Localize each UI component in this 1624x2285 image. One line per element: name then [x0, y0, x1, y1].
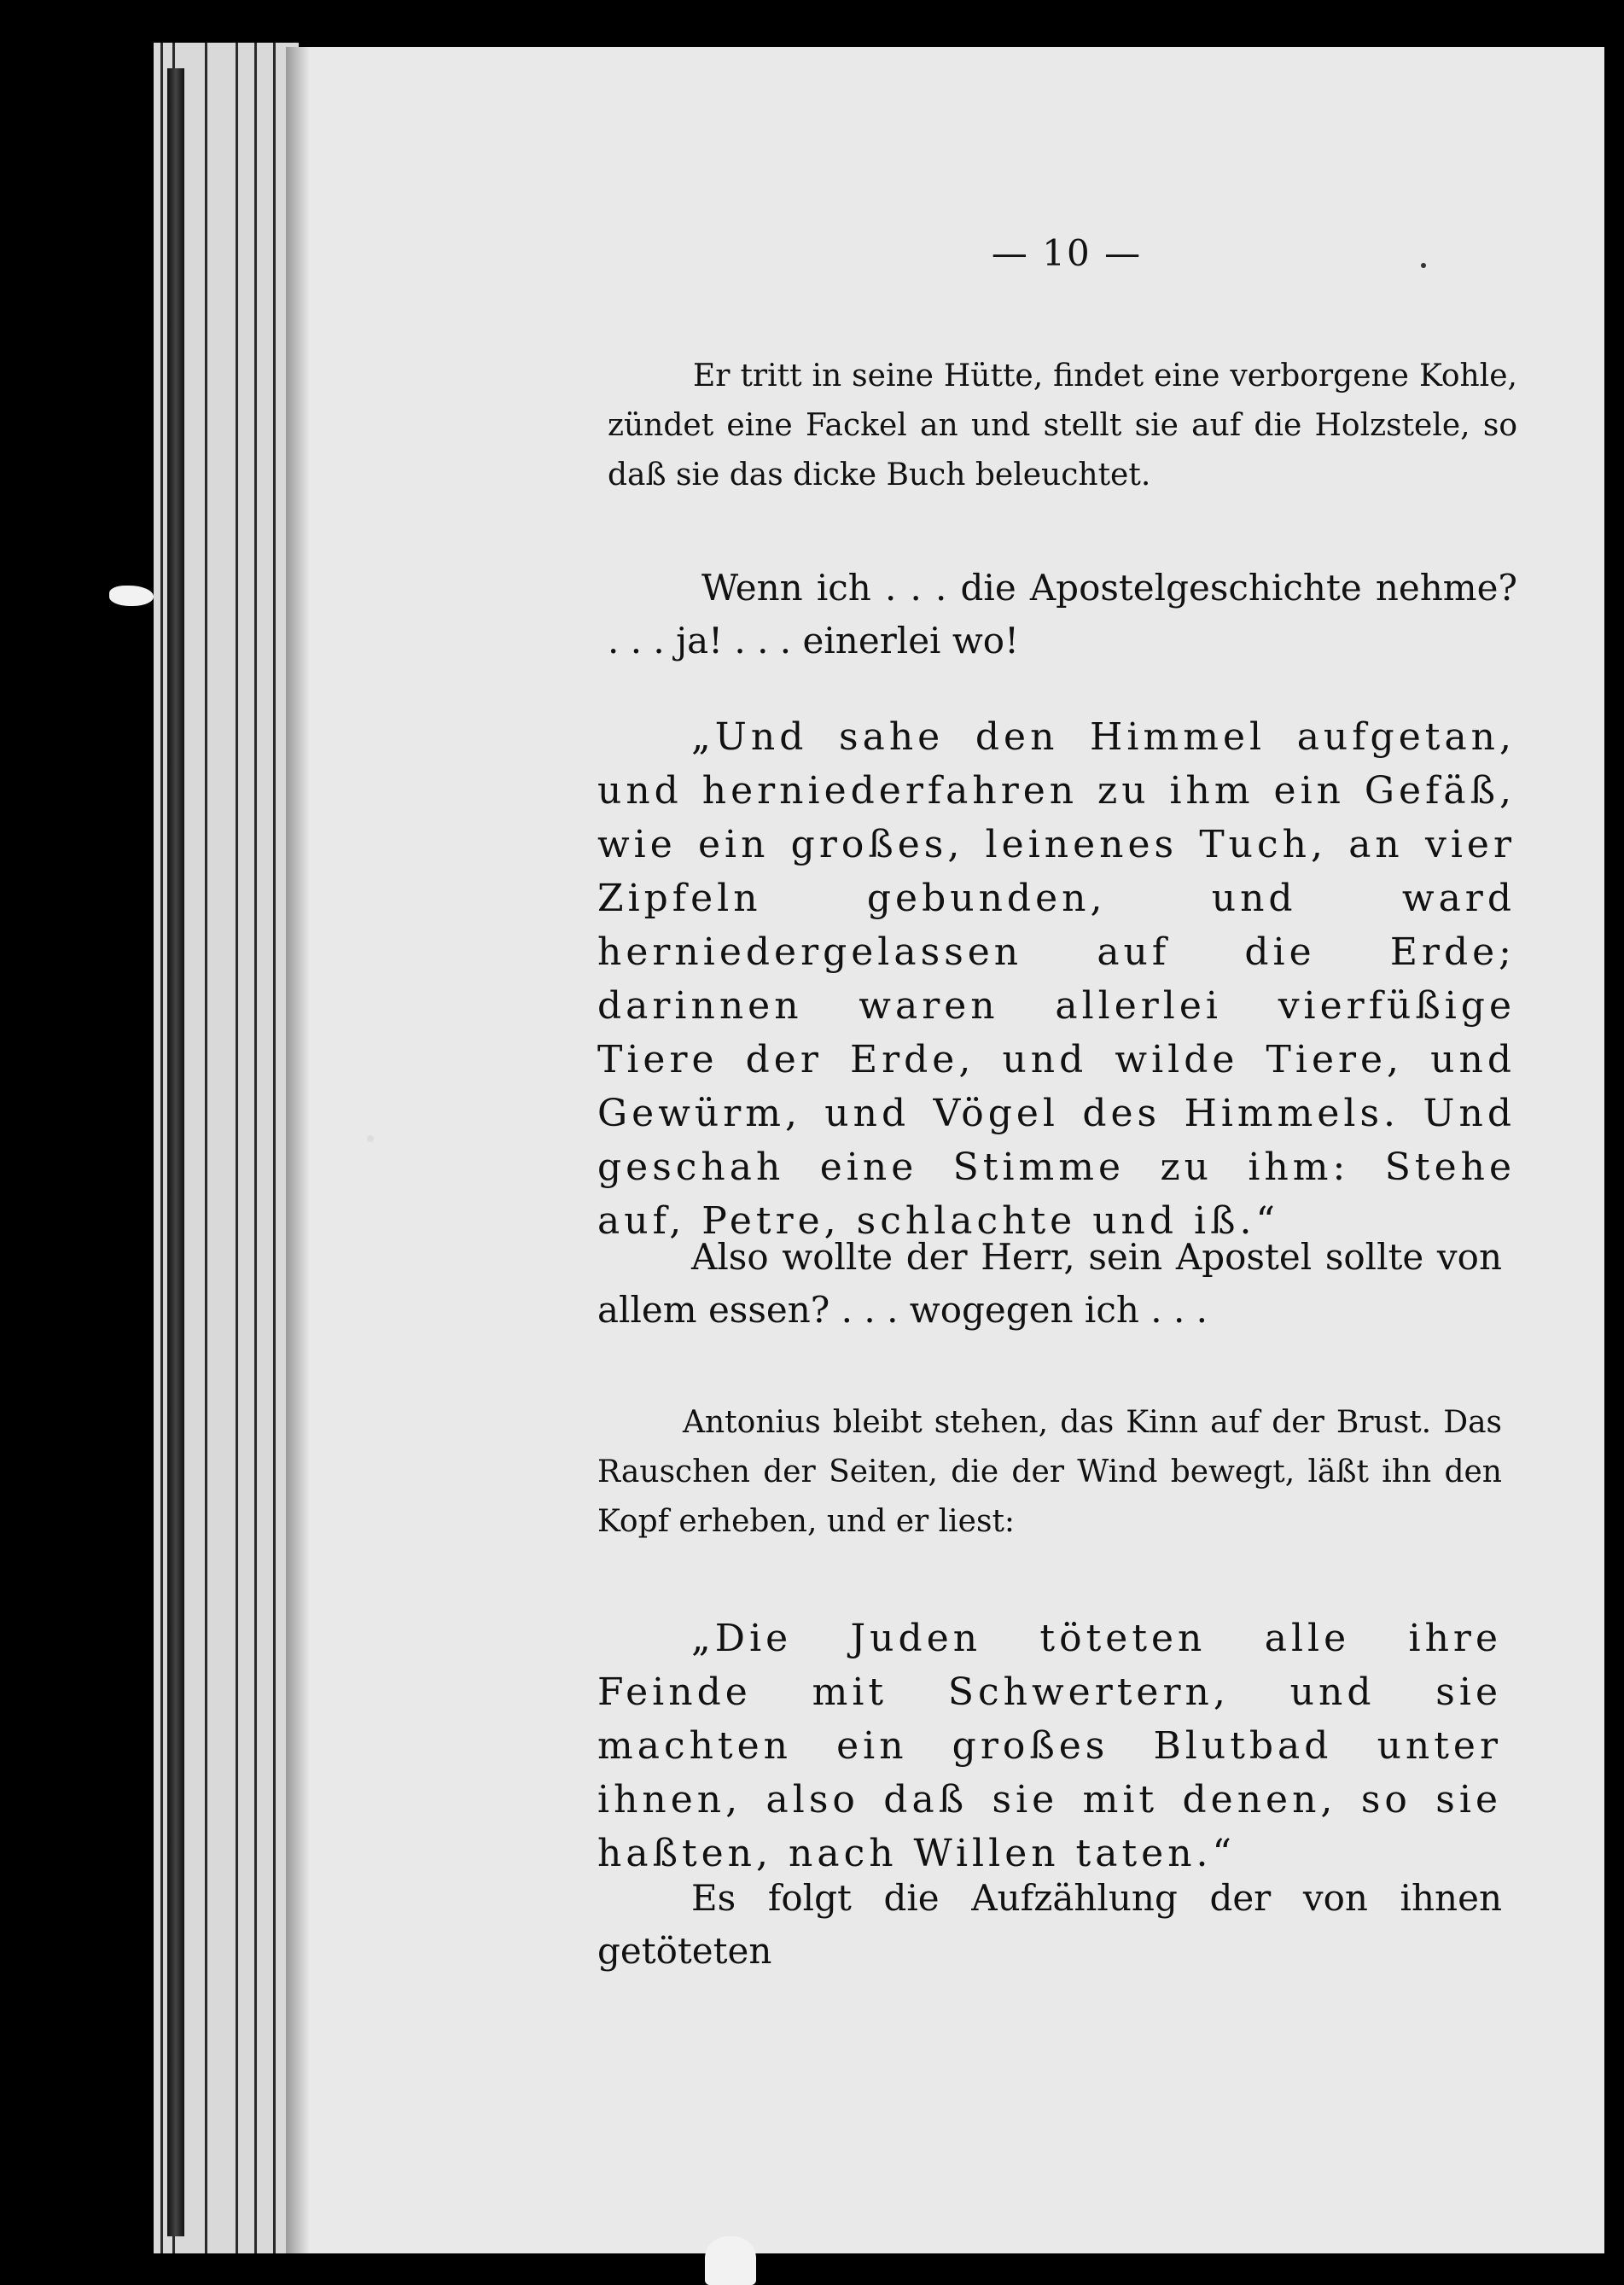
speech-paragraph: Es folgt die Aufzählung der von ihnen getöteten	[597, 1877, 1502, 1972]
scan-artifact	[705, 2236, 756, 2285]
stage-direction: Er tritt in seine Hütte, findet eine verborgene Kohle, zündet eine Fackel an und stellt sie auf die Holzstele, so daß sie das dicke Buch beleuchtet.	[608, 358, 1517, 493]
edge-line	[236, 43, 238, 2253]
page-number: — 10 —	[991, 232, 1143, 274]
speech-paragraph: Also wollte der Herr, sein Apostel sollte von allem essen? . . . wogegen ich . . .	[597, 1236, 1502, 1331]
edge-line	[254, 43, 257, 2253]
scripture-quote: „Die Juden töteten alle ihre Feinde mit Schwertern, und sie machten ein großes Blutbad unter ihnen, also daß sie mit denen, so sie haßten, nach Willen taten.“	[597, 1617, 1502, 1875]
scan-artifact	[367, 1135, 374, 1142]
stage-direction: Antonius bleibt stehen, das Kinn auf der Brust. Das Rauschen der Seiten, die der Wind bewegt, läßt ihn den Kopf erheben, und er liest:	[597, 1405, 1502, 1539]
page-gutter-shadow	[286, 47, 310, 2253]
edge-line	[273, 43, 276, 2253]
edge-line	[160, 43, 163, 2253]
scan-artifact	[109, 586, 154, 606]
scan-artifact	[1421, 263, 1426, 268]
speech-paragraph: Wenn ich . . . die Apostelgeschichte nehme? . . . ja! . . . einerlei wo!	[608, 567, 1517, 662]
scripture-quote: „Und sahe den Himmel aufgetan, und herniederfahren zu ihm ein Gefäß, wie ein großes, leinenes Tuch, an vier Zipfeln gebunden, und ward herniedergelassen auf die Erde; darinnen waren allerlei vierfüßige Tiere der Erde, und wilde Tiere, und Gewürm, und Vögel des Himmels. Und geschah eine Stimme zu ihm: Stehe auf, Petre, schlachte und iß.“	[597, 715, 1516, 1243]
spine-shadow	[167, 68, 184, 2236]
edge-line	[205, 43, 207, 2253]
